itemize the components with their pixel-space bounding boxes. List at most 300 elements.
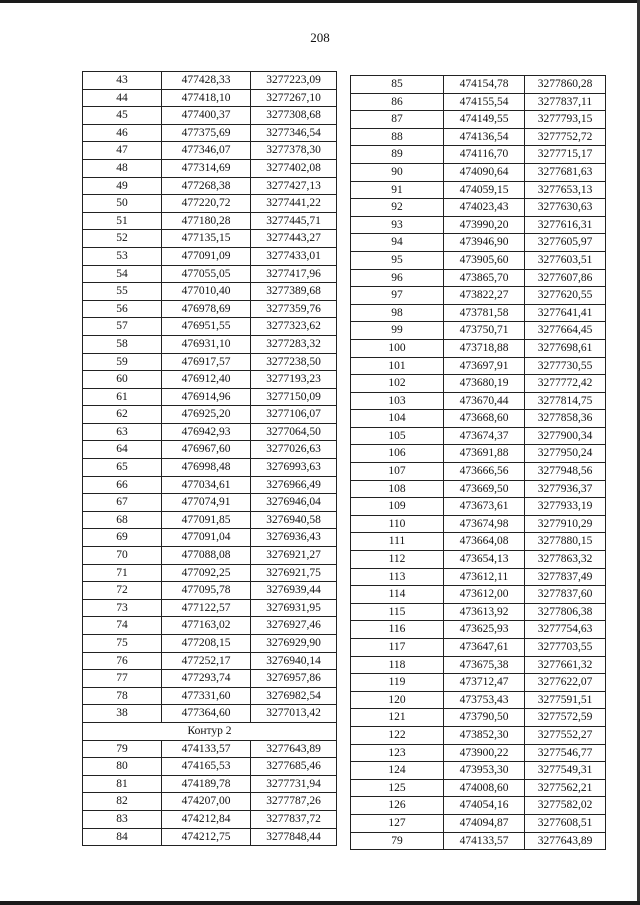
table-row — [351, 181, 606, 199]
x-coordinate-cell: 476951,55 — [162, 318, 251, 336]
x-coordinate-cell: 474207,00 — [162, 793, 251, 811]
table-row — [351, 709, 606, 727]
x-coordinate-cell: 477428,33 — [162, 72, 251, 90]
y-coordinate-cell: 3277754,63 — [525, 621, 606, 639]
table-row — [351, 392, 606, 410]
point-number-cell: 99 — [351, 322, 444, 340]
table-row — [83, 371, 337, 389]
y-coordinate-cell: 3277238,50 — [251, 353, 337, 371]
x-coordinate-cell: 473900,22 — [444, 744, 525, 762]
y-coordinate-cell: 3276921,75 — [251, 564, 337, 582]
point-number-cell: 93 — [351, 216, 444, 234]
x-coordinate-cell: 474133,57 — [162, 740, 251, 758]
table-row — [83, 353, 337, 371]
table-row — [83, 441, 337, 459]
point-number-cell: 97 — [351, 287, 444, 305]
y-coordinate-cell: 3276939,44 — [251, 582, 337, 600]
y-coordinate-cell: 3277752,72 — [525, 128, 606, 146]
table-row — [83, 705, 337, 723]
point-number-cell: 71 — [83, 564, 162, 582]
point-number-cell: 90 — [351, 163, 444, 181]
table-row — [83, 564, 337, 582]
x-coordinate-cell: 474212,75 — [162, 828, 251, 846]
y-coordinate-cell: 3277402,08 — [251, 159, 337, 177]
table-row — [83, 529, 337, 547]
y-coordinate-cell: 3277223,09 — [251, 72, 337, 90]
point-number-cell: 61 — [83, 388, 162, 406]
x-coordinate-cell: 473612,11 — [444, 568, 525, 586]
y-coordinate-cell: 3277417,96 — [251, 265, 337, 283]
table-row — [351, 498, 606, 516]
x-coordinate-cell: 476978,69 — [162, 300, 251, 318]
x-coordinate-cell: 477346,07 — [162, 142, 251, 160]
x-coordinate-cell: 474054,16 — [444, 797, 525, 815]
y-coordinate-cell: 3277193,23 — [251, 371, 337, 389]
x-coordinate-cell: 477034,61 — [162, 476, 251, 494]
point-number-cell: 86 — [351, 93, 444, 111]
x-coordinate-cell: 473750,71 — [444, 322, 525, 340]
x-coordinate-cell: 473790,50 — [444, 709, 525, 727]
table-row — [83, 758, 337, 776]
table-row — [351, 779, 606, 797]
x-coordinate-cell: 473674,98 — [444, 515, 525, 533]
y-coordinate-cell: 3277703,55 — [525, 639, 606, 657]
y-coordinate-cell: 3277860,28 — [525, 76, 606, 94]
point-number-cell: 98 — [351, 304, 444, 322]
table-row — [83, 652, 337, 670]
table-row — [83, 300, 337, 318]
y-coordinate-cell: 3277064,50 — [251, 423, 337, 441]
x-coordinate-cell: 476925,20 — [162, 406, 251, 424]
x-coordinate-cell: 477074,91 — [162, 494, 251, 512]
table-row — [83, 828, 337, 846]
table-row — [83, 793, 337, 811]
y-coordinate-cell: 3277837,60 — [525, 586, 606, 604]
point-number-cell: 92 — [351, 199, 444, 217]
y-coordinate-cell: 3276982,54 — [251, 687, 337, 705]
point-number-cell: 110 — [351, 515, 444, 533]
x-coordinate-cell: 473946,90 — [444, 234, 525, 252]
point-number-cell: 101 — [351, 357, 444, 375]
table-row — [83, 89, 337, 107]
point-number-cell: 62 — [83, 406, 162, 424]
table-row — [83, 687, 337, 705]
table-row — [351, 111, 606, 129]
table-row — [83, 283, 337, 301]
y-coordinate-cell: 3277641,41 — [525, 304, 606, 322]
y-coordinate-cell: 3277433,01 — [251, 247, 337, 265]
y-coordinate-cell: 3276936,43 — [251, 529, 337, 547]
point-number-cell: 38 — [83, 705, 162, 723]
table-row — [351, 568, 606, 586]
table-row — [351, 603, 606, 621]
point-number-cell: 72 — [83, 582, 162, 600]
y-coordinate-cell: 3277608,51 — [525, 814, 606, 832]
table-row — [83, 670, 337, 688]
x-coordinate-cell: 477091,04 — [162, 529, 251, 547]
point-number-cell: 126 — [351, 797, 444, 815]
y-coordinate-cell: 3277837,49 — [525, 568, 606, 586]
table-row — [351, 427, 606, 445]
y-coordinate-cell: 3277681,63 — [525, 163, 606, 181]
y-coordinate-cell: 3277900,34 — [525, 427, 606, 445]
table-row — [83, 388, 337, 406]
table-row — [83, 599, 337, 617]
point-number-cell: 60 — [83, 371, 162, 389]
coordinates-table-right — [350, 75, 606, 850]
point-number-cell: 68 — [83, 511, 162, 529]
section-row — [83, 722, 337, 740]
point-number-cell: 127 — [351, 814, 444, 832]
x-coordinate-cell: 477293,74 — [162, 670, 251, 688]
point-number-cell: 104 — [351, 410, 444, 428]
point-number-cell: 47 — [83, 142, 162, 160]
x-coordinate-cell: 476998,48 — [162, 459, 251, 477]
table-row — [83, 406, 337, 424]
x-coordinate-cell: 477364,60 — [162, 705, 251, 723]
x-coordinate-cell: 473865,70 — [444, 269, 525, 287]
table-row — [351, 814, 606, 832]
point-number-cell: 73 — [83, 599, 162, 617]
y-coordinate-cell: 3276927,46 — [251, 617, 337, 635]
x-coordinate-cell: 476967,60 — [162, 441, 251, 459]
point-number-cell: 118 — [351, 656, 444, 674]
y-coordinate-cell: 3277582,02 — [525, 797, 606, 815]
y-coordinate-cell: 3277622,07 — [525, 674, 606, 692]
y-coordinate-cell: 3276940,58 — [251, 511, 337, 529]
y-coordinate-cell: 3277950,24 — [525, 445, 606, 463]
point-number-cell: 113 — [351, 568, 444, 586]
point-number-cell: 107 — [351, 463, 444, 481]
table-row — [83, 547, 337, 565]
x-coordinate-cell: 477400,37 — [162, 107, 251, 125]
y-coordinate-cell: 3277814,75 — [525, 392, 606, 410]
y-coordinate-cell: 3277607,86 — [525, 269, 606, 287]
table-row — [351, 251, 606, 269]
x-coordinate-cell: 473822,27 — [444, 287, 525, 305]
table-row — [351, 586, 606, 604]
x-coordinate-cell: 477268,38 — [162, 177, 251, 195]
x-coordinate-cell: 473953,30 — [444, 762, 525, 780]
y-coordinate-cell: 3277378,30 — [251, 142, 337, 160]
point-number-cell: 117 — [351, 639, 444, 657]
table-row — [351, 762, 606, 780]
x-coordinate-cell: 473712,47 — [444, 674, 525, 692]
point-number-cell: 50 — [83, 195, 162, 213]
table-row — [351, 93, 606, 111]
y-coordinate-cell: 3277603,51 — [525, 251, 606, 269]
y-coordinate-cell: 3277359,76 — [251, 300, 337, 318]
table-row — [351, 199, 606, 217]
table-row — [83, 212, 337, 230]
y-coordinate-cell: 3277013,42 — [251, 705, 337, 723]
y-coordinate-cell: 3277427,13 — [251, 177, 337, 195]
y-coordinate-cell: 3277445,71 — [251, 212, 337, 230]
x-coordinate-cell: 473625,93 — [444, 621, 525, 639]
y-coordinate-cell: 3277837,11 — [525, 93, 606, 111]
point-number-cell: 111 — [351, 533, 444, 551]
point-number-cell: 80 — [83, 758, 162, 776]
y-coordinate-cell: 3277664,45 — [525, 322, 606, 340]
table-row — [351, 375, 606, 393]
x-coordinate-cell: 477010,40 — [162, 283, 251, 301]
point-number-cell: 122 — [351, 726, 444, 744]
table-row — [351, 357, 606, 375]
x-coordinate-cell: 473781,58 — [444, 304, 525, 322]
y-coordinate-cell: 3277731,94 — [251, 775, 337, 793]
table-row — [351, 726, 606, 744]
x-coordinate-cell: 477088,08 — [162, 547, 251, 565]
point-number-cell: 94 — [351, 234, 444, 252]
point-number-cell: 58 — [83, 335, 162, 353]
point-number-cell: 56 — [83, 300, 162, 318]
x-coordinate-cell: 474212,84 — [162, 810, 251, 828]
point-number-cell: 114 — [351, 586, 444, 604]
x-coordinate-cell: 473664,08 — [444, 533, 525, 551]
point-number-cell: 108 — [351, 480, 444, 498]
table-row — [351, 287, 606, 305]
point-number-cell: 57 — [83, 318, 162, 336]
y-coordinate-cell: 3277685,46 — [251, 758, 337, 776]
y-coordinate-cell: 3277572,59 — [525, 709, 606, 727]
x-coordinate-cell: 477331,60 — [162, 687, 251, 705]
table-row — [83, 617, 337, 635]
table-row — [351, 515, 606, 533]
point-number-cell: 74 — [83, 617, 162, 635]
y-coordinate-cell: 3276946,04 — [251, 494, 337, 512]
point-number-cell: 79 — [83, 740, 162, 758]
point-number-cell: 76 — [83, 652, 162, 670]
x-coordinate-cell: 474136,54 — [444, 128, 525, 146]
point-number-cell: 100 — [351, 339, 444, 357]
table-row — [351, 797, 606, 815]
y-coordinate-cell: 3276929,90 — [251, 635, 337, 653]
y-coordinate-cell: 3277308,68 — [251, 107, 337, 125]
x-coordinate-cell: 473613,92 — [444, 603, 525, 621]
table-row — [351, 339, 606, 357]
table-row — [83, 124, 337, 142]
x-coordinate-cell: 474059,15 — [444, 181, 525, 199]
x-coordinate-cell: 477091,09 — [162, 247, 251, 265]
table-row — [83, 423, 337, 441]
table-row — [83, 177, 337, 195]
x-coordinate-cell: 473905,60 — [444, 251, 525, 269]
table-row — [351, 410, 606, 428]
x-coordinate-cell: 477375,69 — [162, 124, 251, 142]
point-number-cell: 63 — [83, 423, 162, 441]
point-number-cell: 54 — [83, 265, 162, 283]
table-row — [83, 511, 337, 529]
y-coordinate-cell: 3277933,19 — [525, 498, 606, 516]
x-coordinate-cell: 477135,15 — [162, 230, 251, 248]
y-coordinate-cell: 3276940,14 — [251, 652, 337, 670]
x-coordinate-cell: 477095,78 — [162, 582, 251, 600]
y-coordinate-cell: 3277880,15 — [525, 533, 606, 551]
point-number-cell: 49 — [83, 177, 162, 195]
table-row — [351, 304, 606, 322]
table-row — [351, 128, 606, 146]
table-row — [83, 476, 337, 494]
x-coordinate-cell: 473691,88 — [444, 445, 525, 463]
x-coordinate-cell: 473670,44 — [444, 392, 525, 410]
y-coordinate-cell: 3277630,63 — [525, 199, 606, 217]
y-coordinate-cell: 3277787,26 — [251, 793, 337, 811]
table-row — [83, 635, 337, 653]
table-row — [83, 107, 337, 125]
x-coordinate-cell: 473674,37 — [444, 427, 525, 445]
point-number-cell: 77 — [83, 670, 162, 688]
point-number-cell: 53 — [83, 247, 162, 265]
x-coordinate-cell: 477092,25 — [162, 564, 251, 582]
point-number-cell: 46 — [83, 124, 162, 142]
table-row — [351, 674, 606, 692]
y-coordinate-cell: 3277026,63 — [251, 441, 337, 459]
x-coordinate-cell: 474094,87 — [444, 814, 525, 832]
y-coordinate-cell: 3277323,62 — [251, 318, 337, 336]
y-coordinate-cell: 3277591,51 — [525, 691, 606, 709]
x-coordinate-cell: 474133,57 — [444, 832, 525, 850]
table-row — [351, 463, 606, 481]
coordinates-table-left — [82, 71, 337, 846]
y-coordinate-cell: 3277546,77 — [525, 744, 606, 762]
table-row — [351, 832, 606, 850]
y-coordinate-cell: 3277698,61 — [525, 339, 606, 357]
table-row — [351, 621, 606, 639]
x-coordinate-cell: 474023,43 — [444, 199, 525, 217]
y-coordinate-cell: 3277620,55 — [525, 287, 606, 305]
table-row — [351, 533, 606, 551]
table-row — [83, 265, 337, 283]
point-number-cell: 82 — [83, 793, 162, 811]
table-row — [83, 459, 337, 477]
x-coordinate-cell: 477314,69 — [162, 159, 251, 177]
table-row — [83, 494, 337, 512]
x-coordinate-cell: 474116,70 — [444, 146, 525, 164]
point-number-cell: 91 — [351, 181, 444, 199]
x-coordinate-cell: 473852,30 — [444, 726, 525, 744]
y-coordinate-cell: 3277389,68 — [251, 283, 337, 301]
point-number-cell: 52 — [83, 230, 162, 248]
point-number-cell: 87 — [351, 111, 444, 129]
x-coordinate-cell: 477122,57 — [162, 599, 251, 617]
x-coordinate-cell: 474008,60 — [444, 779, 525, 797]
point-number-cell: 112 — [351, 551, 444, 569]
x-coordinate-cell: 473669,50 — [444, 480, 525, 498]
scan-edge-bottom — [0, 901, 640, 905]
y-coordinate-cell: 3277793,15 — [525, 111, 606, 129]
y-coordinate-cell: 3277562,21 — [525, 779, 606, 797]
x-coordinate-cell: 477163,02 — [162, 617, 251, 635]
point-number-cell: 81 — [83, 775, 162, 793]
x-coordinate-cell: 473675,38 — [444, 656, 525, 674]
y-coordinate-cell: 3277267,10 — [251, 89, 337, 107]
point-number-cell: 70 — [83, 547, 162, 565]
x-coordinate-cell: 477055,05 — [162, 265, 251, 283]
table-row — [351, 744, 606, 762]
y-coordinate-cell: 3276966,49 — [251, 476, 337, 494]
table-row — [351, 269, 606, 287]
table-row — [83, 142, 337, 160]
table-row — [351, 551, 606, 569]
point-number-cell: 103 — [351, 392, 444, 410]
y-coordinate-cell: 3277653,13 — [525, 181, 606, 199]
point-number-cell: 96 — [351, 269, 444, 287]
y-coordinate-cell: 3276931,95 — [251, 599, 337, 617]
table-row — [83, 582, 337, 600]
point-number-cell: 105 — [351, 427, 444, 445]
x-coordinate-cell: 473697,91 — [444, 357, 525, 375]
table-row — [83, 810, 337, 828]
point-number-cell: 116 — [351, 621, 444, 639]
point-number-cell: 69 — [83, 529, 162, 547]
table-row — [351, 216, 606, 234]
table-row — [351, 656, 606, 674]
point-number-cell: 125 — [351, 779, 444, 797]
x-coordinate-cell: 476912,40 — [162, 371, 251, 389]
y-coordinate-cell: 3277910,29 — [525, 515, 606, 533]
point-number-cell: 121 — [351, 709, 444, 727]
table-row — [351, 163, 606, 181]
y-coordinate-cell: 3277848,44 — [251, 828, 337, 846]
x-coordinate-cell: 473666,56 — [444, 463, 525, 481]
point-number-cell: 79 — [351, 832, 444, 850]
x-coordinate-cell: 474155,54 — [444, 93, 525, 111]
point-number-cell: 43 — [83, 72, 162, 90]
x-coordinate-cell: 477220,72 — [162, 195, 251, 213]
y-coordinate-cell: 3276993,63 — [251, 459, 337, 477]
x-coordinate-cell: 474149,55 — [444, 111, 525, 129]
point-number-cell: 115 — [351, 603, 444, 621]
point-number-cell: 102 — [351, 375, 444, 393]
y-coordinate-cell: 3277150,09 — [251, 388, 337, 406]
point-number-cell: 67 — [83, 494, 162, 512]
table-row — [351, 480, 606, 498]
table-row — [83, 335, 337, 353]
y-coordinate-cell: 3277552,27 — [525, 726, 606, 744]
point-number-cell: 95 — [351, 251, 444, 269]
table-row — [351, 691, 606, 709]
table-row — [351, 234, 606, 252]
table-row — [83, 72, 337, 90]
point-number-cell: 119 — [351, 674, 444, 692]
y-coordinate-cell: 3276921,27 — [251, 547, 337, 565]
y-coordinate-cell: 3277661,32 — [525, 656, 606, 674]
point-number-cell: 84 — [83, 828, 162, 846]
point-number-cell: 78 — [83, 687, 162, 705]
table-row — [83, 247, 337, 265]
point-number-cell: 106 — [351, 445, 444, 463]
x-coordinate-cell: 473753,43 — [444, 691, 525, 709]
y-coordinate-cell: 3277616,31 — [525, 216, 606, 234]
point-number-cell: 66 — [83, 476, 162, 494]
point-number-cell: 44 — [83, 89, 162, 107]
x-coordinate-cell: 473612,00 — [444, 586, 525, 604]
table-row — [83, 775, 337, 793]
x-coordinate-cell: 477208,15 — [162, 635, 251, 653]
table-row — [351, 146, 606, 164]
point-number-cell: 123 — [351, 744, 444, 762]
table-row — [83, 159, 337, 177]
table-row — [83, 318, 337, 336]
x-coordinate-cell: 474154,78 — [444, 76, 525, 94]
point-number-cell: 88 — [351, 128, 444, 146]
x-coordinate-cell: 473668,60 — [444, 410, 525, 428]
section-title: Контур 2 — [83, 722, 337, 740]
x-coordinate-cell: 473647,61 — [444, 639, 525, 657]
scan-edge-top — [0, 0, 640, 3]
x-coordinate-cell: 473680,19 — [444, 375, 525, 393]
y-coordinate-cell: 3277549,31 — [525, 762, 606, 780]
